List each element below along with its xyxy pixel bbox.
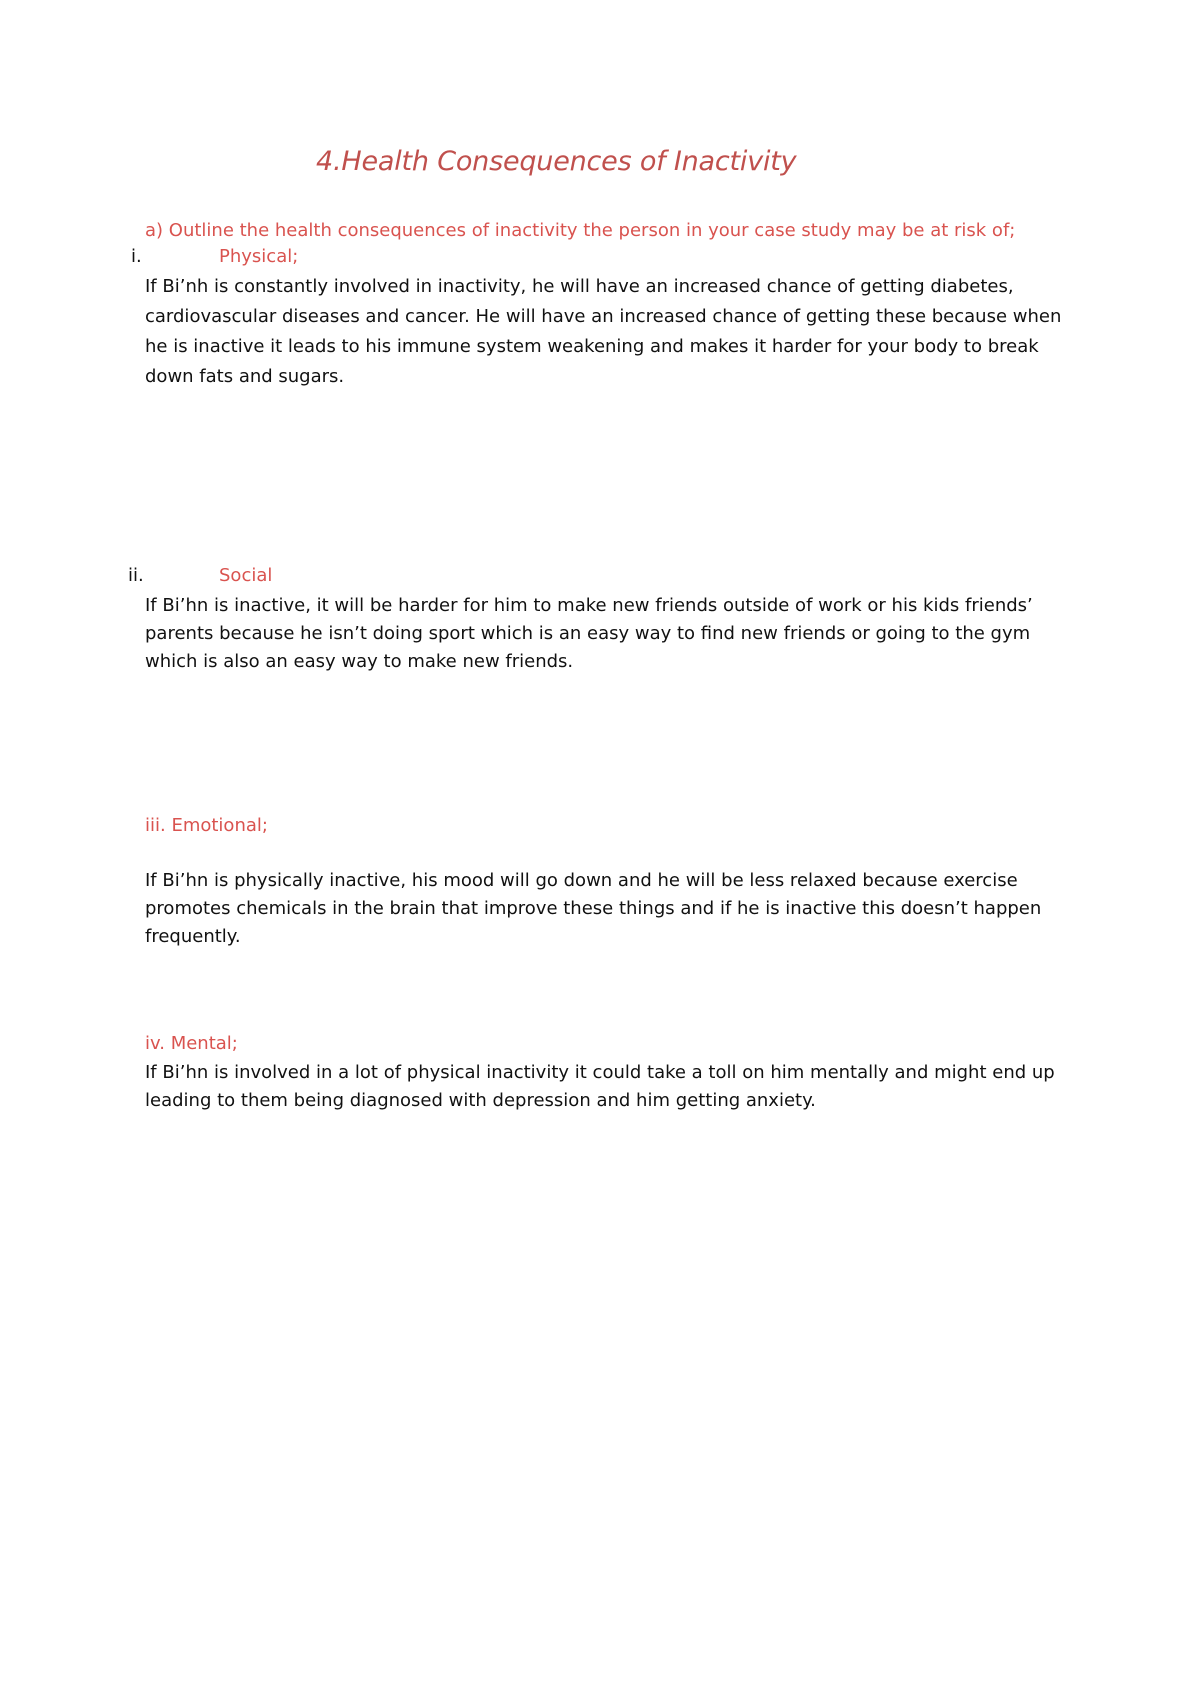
section-text-emotional: If Bi’hn is physically inactive, his mood will go down and he will be less relaxed because exercise promotes chemicals in the brain that improve these things and if he is inactive this doesn’t happen frequently. xyxy=(145,870,1042,947)
section-label-social: Social xyxy=(219,565,273,586)
question-text: a) Outline the health consequences of inactivity the person in your case study may be at risk of; xyxy=(145,220,1016,241)
section-text-social: If Bi’hn is inactive, it will be harder for him to make new friends outside of work or his kids friends’ parents because he isn’t doing sport which is an easy way to find new friends or going to the gym which is also an easy way to make new friends. xyxy=(145,595,1033,672)
section-text-physical: If Bi’nh is constantly involved in inactivity, he will have an increased chance of getting diabetes, cardiovascular diseases and cancer. He will have an increased chance of getting these because when he is inactive it leads to his immune system weakening and makes it harder for your body to break down fats and sugars. xyxy=(145,276,1062,387)
section-text-mental: If Bi’hn is involved in a lot of physical inactivity it could take a toll on him mentally and might end up leading to them being diagnosed with depression and him getting anxiety. xyxy=(145,1062,1055,1111)
section-label-mental: iv. Mental; xyxy=(145,1033,238,1054)
section-label-physical: Physical; xyxy=(219,246,299,267)
section-marker-social: ii. xyxy=(128,565,144,586)
section-marker-physical: i. xyxy=(131,246,142,267)
section-label-emotional: iii. Emotional; xyxy=(145,815,268,836)
document-title: 4.Health Consequences of Inactivity xyxy=(316,146,797,177)
